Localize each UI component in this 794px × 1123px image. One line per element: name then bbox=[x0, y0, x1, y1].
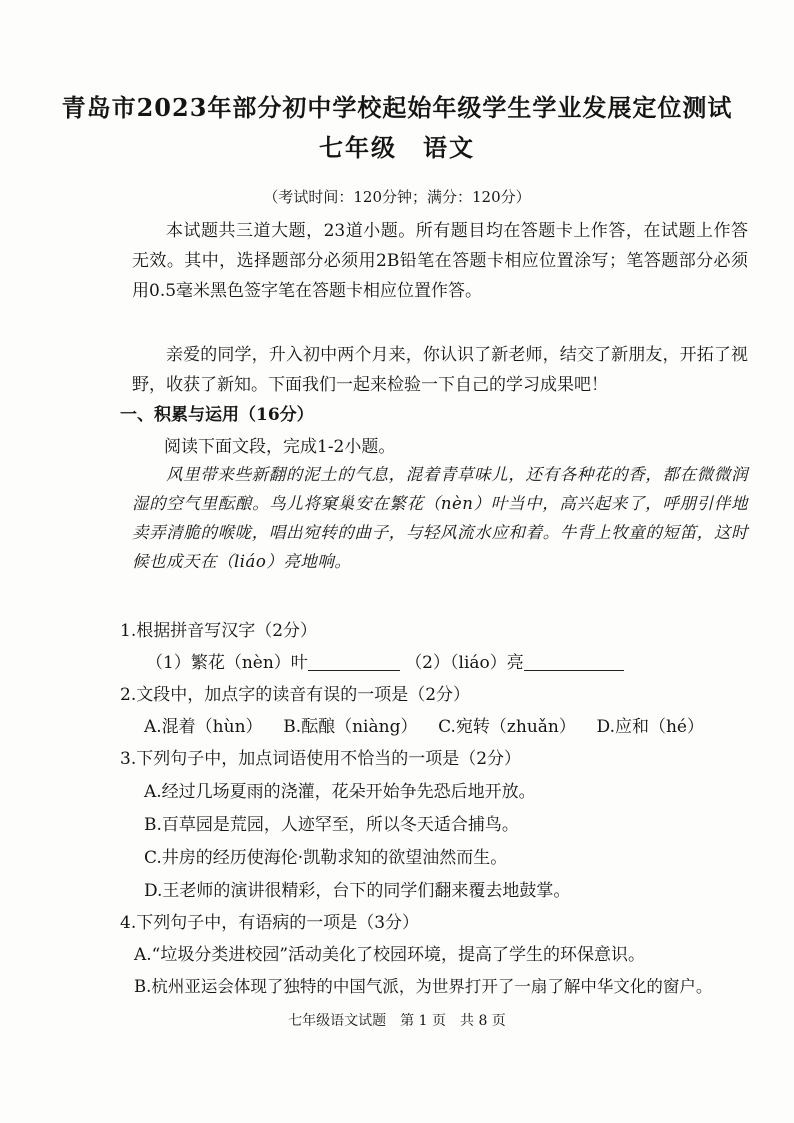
q2-option-d: D.应和（hé） bbox=[596, 717, 704, 737]
q1-part2: （2）（liáo）亮 bbox=[405, 653, 524, 673]
q3-option-a: A.经过几场夏雨的浇灌，花朵开始争先恐后地开放。 bbox=[144, 782, 536, 802]
q3-option-b: B.百草园是荒园，人迹罕至，所以冬天适合捕鸟。 bbox=[144, 815, 519, 835]
q2-option-a: A.混着（hùn） bbox=[144, 717, 263, 737]
instructions-paragraph: 本试题共三道大题，23道小题。所有题目均在答题卡上作答，在试题上作答无效。其中，选择题部分必须用2B铅笔在答题卡相应位置涂写；笔答题部分必须用0.5毫米黑色签字笔在答题卡相应位置作答。 bbox=[132, 221, 748, 301]
q2-option-b: B.酝酿（niàng） bbox=[283, 717, 418, 737]
q4-option-b: B.杭州亚运会体现了独特的中国气派，为世界打开了一扇了解中华文化的窗户。 bbox=[134, 977, 713, 996]
q2-options bbox=[144, 712, 704, 742]
q1-part1: （1）繁花（nèn）叶 bbox=[146, 653, 308, 673]
q1-answer-blank-2[interactable] bbox=[524, 652, 624, 671]
exam-title: 青岛市2023年部分初中学校起始年级学生学业发展定位测试 bbox=[61, 93, 733, 122]
section-heading: 一、积累与运用（16分） bbox=[120, 405, 314, 425]
page-footer: 七年级语文试题 第 1 页 共 8 页 bbox=[288, 1013, 506, 1029]
q2-stem: 2.文段中，加点字的读音有误的一项是（2分） bbox=[120, 685, 471, 705]
q1-parts bbox=[146, 648, 624, 678]
q3-option-c: C.井房的经历使海伦·凯勒求知的欲望油然而生。 bbox=[144, 848, 508, 868]
q4-option-a: A.“垃圾分类进校园”活动美化了校园环境，提高了学生的环保意识。 bbox=[134, 945, 646, 965]
intro-paragraph: 亲爱的同学，升入初中两个月来，你认识了新老师，结交了新朋友，开拓了视野，收获了新知。下面我们一起来检验一下自己的学习成果吧！ bbox=[132, 345, 748, 395]
q1-answer-blank-1[interactable] bbox=[308, 652, 400, 671]
q3-stem: 3.下列句子中，加点词语使用不恰当的一项是（2分） bbox=[120, 749, 522, 769]
q2-option-c: C.宛转（zhuǎn） bbox=[438, 717, 576, 737]
reading-prompt: 阅读下面文段，完成1-2小题。 bbox=[164, 437, 396, 457]
exam-time-score: （考试时间：120分钟；满分：120分） bbox=[263, 188, 531, 206]
q4-stem: 4.下列句子中，有语病的一项是（3分） bbox=[120, 913, 420, 933]
q1-stem: 1.根据拼音写汉字（2分） bbox=[120, 621, 318, 641]
q3-option-d: D.王老师的演讲很精彩，台下的同学们翻来覆去地鼓掌。 bbox=[144, 881, 571, 901]
exam-subtitle: 七年级 语文 bbox=[319, 133, 475, 162]
reading-passage: 风里带来些新翻的泥土的气息，混着青草味儿，还有各种花的香，都在微微润湿的空气里酝酿。鸟儿将窠巢安在繁花（nèn）叶当中，高兴起来了，呼朋引伴地卖弄清脆的喉咙，唱出宛转的曲子，与轻风流水应和着。牛背上牧童的短笛，这时候也成天在（liáo）亮地响。 bbox=[132, 465, 748, 571]
